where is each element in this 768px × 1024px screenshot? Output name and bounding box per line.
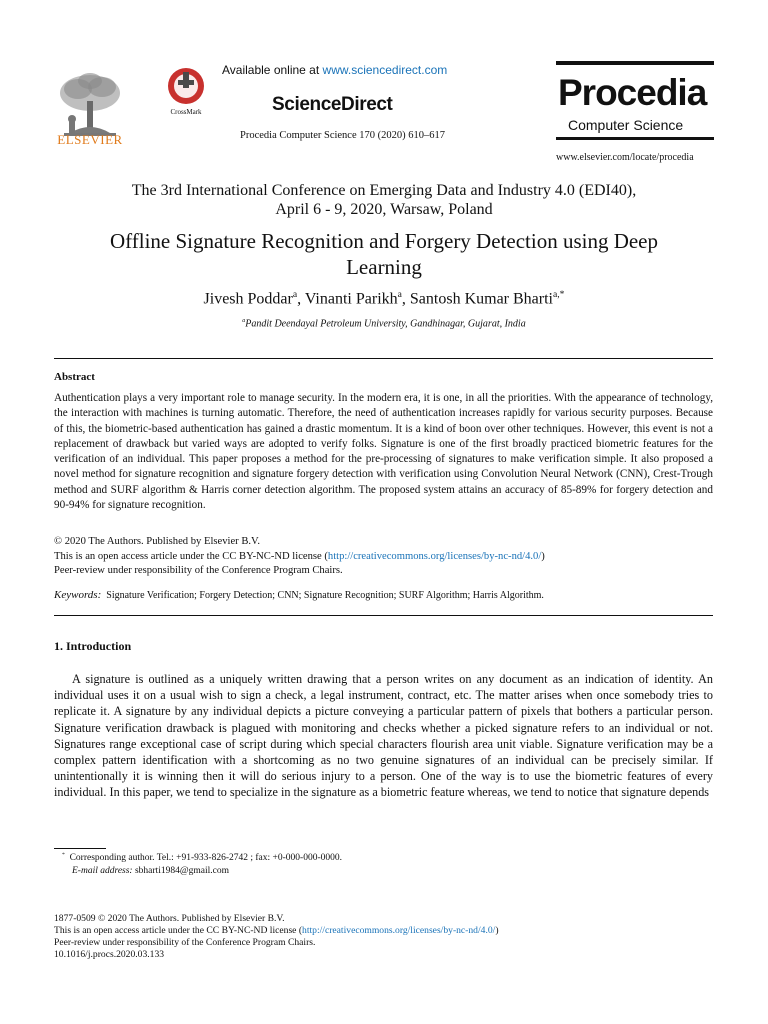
- sciencedirect-link[interactable]: www.sciencedirect.com: [322, 63, 448, 77]
- procedia-subtitle: Computer Science: [568, 117, 684, 133]
- email-address[interactable]: sbharti1984@gmail.com: [134, 866, 229, 876]
- author-separator: ,: [297, 290, 305, 308]
- abstract-body: Authentication plays a very important role to manage security. In the modern era, it is one, in all the priorities. With the appearance of technology, the interaction with machines is turning automatic. Therefore, the need of authentication increases rapidly for various security purposes. Because of this, the biometric-based authentication has gained a drastic momentum. It is a kind of boon over other techniques. However, this event is not a replacement of drawback but varied ways are adopted to verify folks. Signature is one of the first broadly practiced biometric features for the verification of an individual. This paper proposes a method for the pre-processing of signatures to make verification simple. It also proposed a novel method for signature recognition and signature forgery detection with verification using Convolution Neural Network (CNN), Crest-Trough method and SURF algorithm & Harris corner detection algorithm. The proposed system attains an accuracy of 85-89% for forgery detection and 90-94% for signature recognition.: [54, 392, 713, 512]
- locate-url[interactable]: www.elsevier.com/locate/procedia: [556, 152, 694, 163]
- title-line-1: Offline Signature Recognition and Forgery Detection using Deep: [109, 229, 659, 253]
- affiliation: [0, 318, 768, 329]
- license-prefix: This is an open access article under the CC BY-NC-ND license (: [54, 550, 328, 562]
- sciencedirect-wordmark: ScienceDirect: [272, 94, 393, 115]
- abstract-top-rule: [54, 358, 713, 359]
- paper-title: [40, 228, 728, 280]
- author-separator: ,: [401, 290, 410, 308]
- author-name: Jivesh Poddar: [203, 290, 293, 308]
- license-line: [54, 550, 713, 565]
- footer-peer-review: Peer-review under responsibility of the Conference Program Chairs.: [54, 936, 316, 948]
- affiliation-text: Pandit Deendayal Petroleum University, Gandhinagar, Gujarat, India: [245, 318, 526, 330]
- footer-license-prefix: This is an open access article under the CC BY-NC-ND license (: [54, 924, 303, 936]
- conference-line-1: The 3rd International Conference on Emerging Data and Industry 4.0 (EDI40),: [131, 182, 637, 199]
- author-affil-mark: a: [397, 289, 402, 300]
- conference-line-2: April 6 - 9, 2020, Warsaw, Poland: [275, 201, 493, 218]
- procedia-title: Procedia: [558, 72, 707, 113]
- abstract-bottom-rule: [54, 615, 713, 616]
- corresponding-author-footnote: [62, 852, 342, 863]
- footnote-rule: [54, 848, 106, 849]
- conference-info: [0, 181, 768, 219]
- license-suffix: ): [541, 550, 545, 562]
- author-list: [0, 289, 768, 308]
- journal-reference: Procedia Computer Science 170 (2020) 610–617: [240, 130, 445, 141]
- copyright-line: © 2020 The Authors. Published by Elsevier B.V.: [54, 536, 260, 547]
- footer-license: [54, 925, 713, 937]
- title-line-2: Learning: [346, 255, 422, 279]
- footer-issn: 1877-0509 © 2020 The Authors. Published by Elsevier B.V.: [54, 913, 285, 924]
- peer-review-line: Peer-review under responsibility of the Conference Program Chairs.: [54, 565, 343, 576]
- author-affil-mark: a: [292, 289, 298, 300]
- keywords: [54, 589, 713, 601]
- abstract-heading: Abstract: [54, 371, 95, 383]
- license-link[interactable]: http://creativecommons.org/licenses/by-nc-nd/4.0/: [327, 550, 542, 562]
- procedia-bottom-rule: [556, 137, 714, 140]
- footnote-mark: *: [62, 852, 65, 858]
- publisher-wordmark: ELSEVIER: [57, 132, 123, 147]
- introduction-heading: 1. Introduction: [54, 639, 132, 653]
- author-affil-mark: a,*: [553, 289, 565, 300]
- crossmark-label: CrossMark: [170, 108, 202, 116]
- author-name: Vinanti Parikh: [304, 290, 398, 308]
- footer-license-link[interactable]: http://creativecommons.org/licenses/by-nc-nd/4.0/: [302, 924, 496, 936]
- email-footnote: [72, 866, 229, 876]
- footer-license-suffix: ): [495, 924, 499, 936]
- crossmark-icon[interactable]: [166, 66, 206, 106]
- introduction-body: A signature is outlined as a uniquely written drawing that a person writes on any document as an indication of identity. An individual uses it on a usual wish to sign a check, a legal instrument, contract, etc. The matter arises when once somebody tries to replicate it. A signature by any individual depicts a picture conveying a particular pattern of pixels that bothers a particular person. Signature verification drawback is plagued with monitoring and checks whether a picked signature refers to an individual or not. Signatures range exceptional case of script during which special characters flourish area unit viable. Signature verification may be a complex pattern identification with a shortcoming as no two genuine signatures of an individual can be precisely similar. If unintentionally it is winning then it will do serious injury to a person. One of the way is to use the biometric features of every individual. In this paper, we tend to specialize in the signature as a biometric feature whereas, we tend to notice that signature depends: [54, 672, 713, 800]
- keywords-list: Signature Verification; Forgery Detection; CNN; Signature Recognition; SURF Algorithm; Harris Algorithm.: [106, 590, 544, 601]
- affiliation-mark: a: [242, 318, 246, 324]
- keywords-label: Keywords:: [54, 589, 102, 601]
- abstract-copyright: [54, 535, 713, 579]
- available-online-prefix: Available online at: [222, 63, 323, 77]
- author-name: Santosh Kumar Bharti: [409, 290, 553, 308]
- footer-doi[interactable]: 10.1016/j.procs.2020.03.133: [54, 948, 165, 960]
- corresponding-text: Corresponding author. Tel.: +91-933-826-2742 ; fax: +0-000-000-0000.: [69, 853, 342, 864]
- page-footer: [54, 913, 713, 961]
- email-label: E-mail address:: [72, 866, 133, 876]
- available-online: [222, 63, 447, 77]
